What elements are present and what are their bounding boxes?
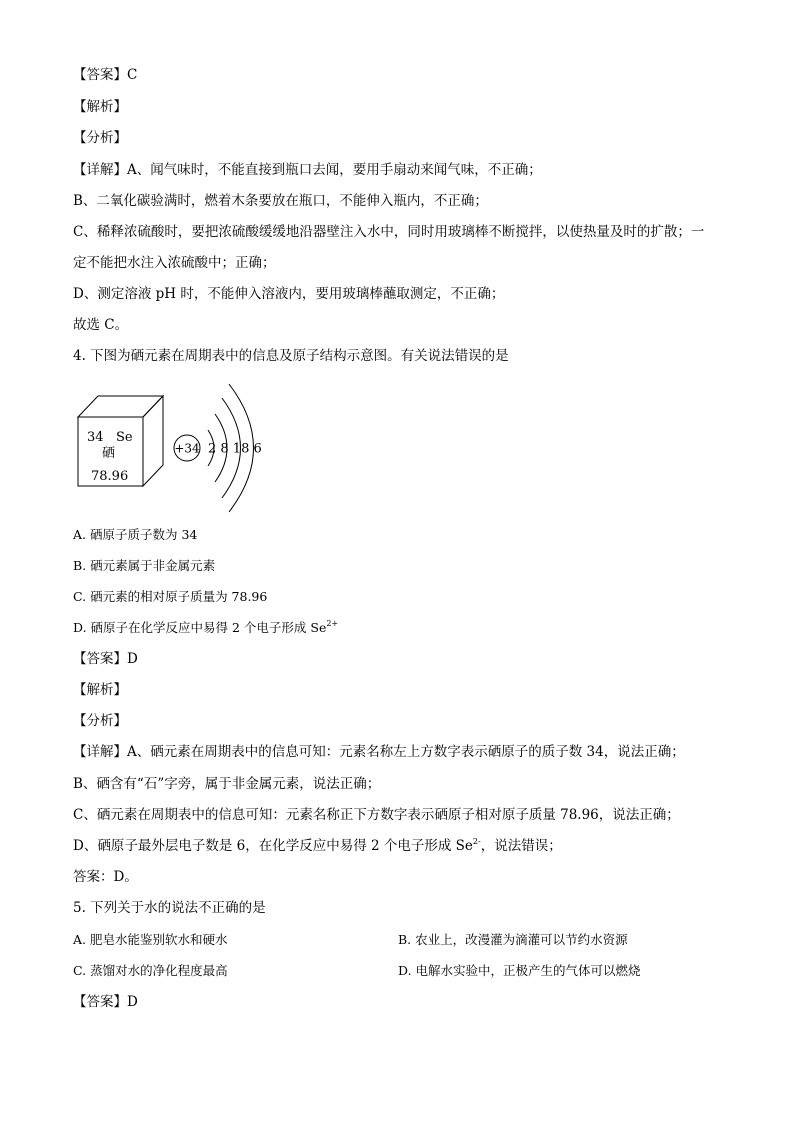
q3-detail-b: B、二氧化碳验满时，燃着木条要放在瓶口，不能伸入瓶内，不正确； [73, 193, 488, 209]
q5-answer-line [73, 993, 138, 1011]
q4-detail-d [73, 837, 562, 855]
answer-value: C [127, 67, 138, 83]
q4-conclusion: 答案：D。 [73, 869, 138, 885]
q4-option-c: C. 硒元素的相对原子质量为 78.96 [73, 589, 268, 604]
q3-detail-a [73, 161, 542, 179]
answer-value: D [127, 994, 138, 1010]
q4-option-a: A. 硒原子质子数为 34 [73, 527, 198, 542]
q3-analysis-tag: 【解析】 [73, 99, 127, 115]
detail-d-pre: D、硒原子最外层电子数是 6，在化学反应中易得 2 个电子形成 Se [73, 838, 473, 854]
q3-answer-line [73, 66, 137, 84]
q4-detail-c: C、硒元素在周期表中的信息可知：元素名称正下方数字表示硒原子相对原子质量 78.96，说法正确； [73, 807, 680, 823]
q3-detail-c2: 定不能把水注入浓硫酸中；正确； [73, 255, 276, 271]
atom-structure [168, 378, 268, 518]
detail-text: A、硒元素在周期表中的信息可知：元素名称左上方数字表示硒原子的质子数 34，说法正确； [127, 744, 685, 760]
detail-tag: 【详解】 [73, 162, 127, 178]
detail-text: A、闻气味时，不能直接到瓶口去闻，要用手扇动来闻气味，不正确； [127, 162, 542, 178]
q3-fenxi-tag: 【分析】 [73, 130, 127, 146]
q4-analysis-tag: 【解析】 [73, 682, 127, 698]
q4-fenxi-tag: 【分析】 [73, 713, 127, 729]
detail-d-charge: 2- [472, 837, 481, 846]
element-box-side [143, 396, 163, 486]
element-symbol: Se [116, 430, 133, 445]
q5-option-c: C. 蒸馏对水的净化程度最高 [73, 963, 228, 978]
option-d-text: D. 硒原子在化学反应中易得 2 个电子形成 Se [73, 620, 327, 635]
q4-option-b: B. 硒元素属于非金属元素 [73, 558, 216, 573]
answer-tag: 【答案】 [73, 67, 127, 83]
q4-stem: 4. 下图为硒元素在周期表中的信息及原子结构示意图。有关说法错误的是 [73, 348, 509, 364]
q4-answer-line [73, 650, 138, 668]
q5-option-b: B. 农业上，改漫灌为滴灌可以节约水资源 [398, 932, 628, 947]
answer-value: D [127, 651, 138, 667]
q5-option-d: D. 电解水实验中，正极产生的气体可以燃烧 [398, 963, 641, 978]
q5-option-a: A. 肥皂水能鉴别软水和硬水 [73, 932, 228, 947]
element-name: 硒 [102, 446, 116, 461]
q3-conclusion: 故选 C。 [73, 317, 129, 333]
nucleus-charge: +34 [174, 441, 200, 456]
q4-detail-b: B、硒含有“石”字旁，属于非金属元素，说法正确； [73, 776, 381, 792]
q4-option-d [73, 619, 338, 637]
selenium-diagram [70, 378, 270, 502]
detail-tag: 【详解】 [73, 744, 127, 760]
detail-d-post: ，说法错误； [480, 838, 562, 854]
element-box-top [78, 396, 163, 417]
q3-detail-d: D、测定溶液 pH 时，不能伸入溶液内，要用玻璃棒蘸取测定，不正确； [73, 286, 505, 302]
q3-detail-c1: C、稀释浓硫酸时，要把浓硫酸缓缓地沿器壁注入水中，同时用玻璃棒不断搅拌，以使热量及时的扩散；一 [73, 224, 705, 240]
atomic-number: 34 [87, 430, 104, 445]
atomic-mass: 78.96 [91, 469, 129, 484]
shell-electron-counts: 2 8 18 6 [208, 441, 262, 457]
answer-tag: 【答案】 [73, 994, 127, 1010]
q5-stem: 5. 下列关于水的说法不正确的是 [73, 900, 266, 916]
option-d-charge: 2+ [326, 619, 339, 628]
answer-tag: 【答案】 [73, 651, 127, 667]
q4-detail-a [73, 743, 685, 761]
